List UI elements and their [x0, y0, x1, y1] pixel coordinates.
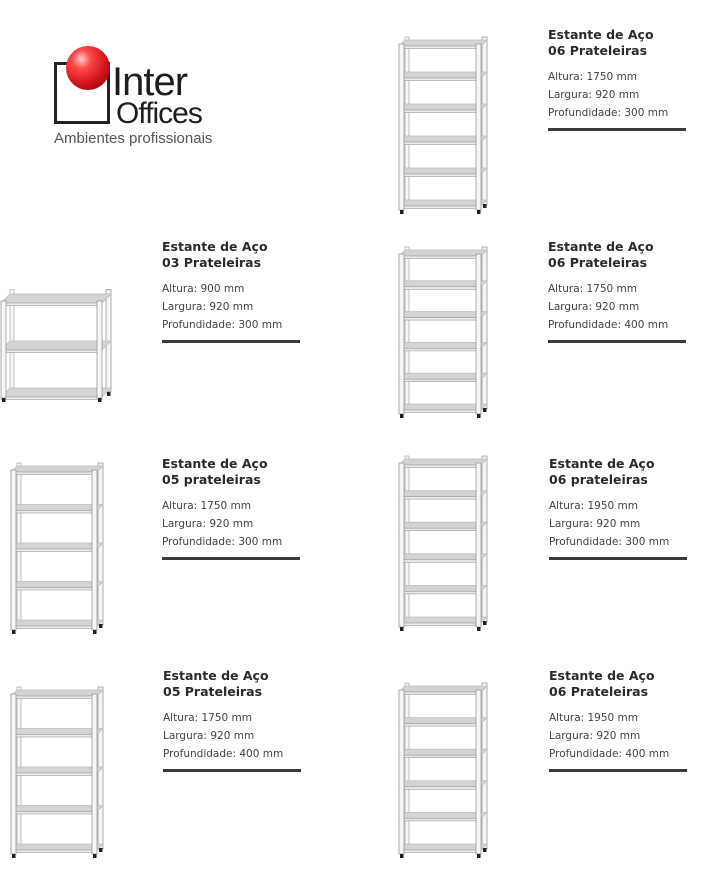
spec-largura: Largura: 920 mm	[162, 301, 254, 313]
shelf-image	[398, 682, 488, 858]
product-title	[162, 239, 302, 271]
shelf-board	[399, 617, 487, 623]
shelf-board-edge	[399, 755, 481, 758]
shelf-board	[399, 200, 487, 206]
divider	[548, 340, 686, 343]
spec-profundidade: Profundidade: 400 mm	[163, 748, 284, 760]
shelf-board-edge	[399, 818, 481, 821]
product-title-line1: Estante de Aço	[163, 668, 269, 683]
shelf-post	[106, 290, 111, 392]
shelf-board-edge	[399, 256, 481, 259]
shelf-board-edge	[11, 549, 97, 552]
shelf-board-edge	[399, 465, 481, 468]
shelf-board-edge	[1, 303, 102, 306]
shelf-foot	[483, 621, 487, 625]
spec-largura: Largura: 920 mm	[548, 301, 640, 313]
shelf-board	[11, 505, 103, 511]
product-title	[548, 239, 688, 271]
shelf-post	[476, 254, 481, 414]
product-title-line2: 03 Prateleiras	[162, 255, 262, 270]
shelf-board	[399, 72, 487, 78]
shelf-post	[405, 37, 409, 203]
shelf-foot	[99, 848, 103, 852]
shelf-post	[399, 44, 404, 210]
shelf-board-edge	[11, 511, 97, 514]
spec-altura: Altura: 1750 mm	[548, 71, 638, 83]
shelf-foot	[107, 392, 111, 396]
shelf-board-edge	[399, 46, 481, 49]
spec-altura: Altura: 1750 mm	[163, 712, 253, 724]
shelf-board-edge	[11, 812, 97, 815]
shelf-board-edge	[399, 787, 481, 790]
shelf-post	[482, 247, 487, 409]
shelf-image	[10, 462, 104, 634]
spec-altura: Altura: 1750 mm	[162, 500, 252, 512]
shelf-foot	[99, 624, 103, 628]
shelf-board	[11, 844, 103, 850]
product-title-line1: Estante de Aço	[549, 668, 655, 683]
shelf-board	[11, 690, 103, 696]
logo-word-offices: Offices	[116, 97, 202, 130]
shelf-board	[11, 543, 103, 549]
shelf-foot	[2, 398, 6, 402]
shelf-board	[399, 459, 487, 465]
shelf-board	[399, 522, 487, 528]
product-title-line2: 06 Prateleiras	[549, 684, 649, 699]
divider	[548, 128, 686, 131]
shelf-foot	[400, 627, 404, 631]
product-title-line1: Estante de Aço	[549, 456, 655, 471]
spec-altura: Altura: 1950 mm	[549, 712, 639, 724]
shelf-foot	[477, 627, 481, 631]
shelf-board	[1, 294, 111, 303]
product-info	[162, 239, 302, 343]
product-title-line2: 06 Prateleiras	[548, 255, 648, 270]
shelf-board-edge	[399, 528, 481, 531]
product-info	[548, 239, 688, 343]
product-title-line2: 05 prateleiras	[162, 472, 261, 487]
shelf-board	[399, 812, 487, 818]
shelf-post	[399, 690, 404, 854]
product-info	[163, 668, 303, 772]
shelf-foot	[483, 848, 487, 852]
shelf-board-edge	[399, 142, 481, 145]
shelf-post	[1, 301, 6, 398]
spec-largura: Largura: 920 mm	[549, 730, 641, 742]
shelf-board-edge	[11, 773, 97, 776]
shelf-foot	[400, 210, 404, 214]
shelf-board	[11, 806, 103, 812]
shelf-board-edge	[399, 348, 481, 351]
shelf-post	[476, 690, 481, 854]
shelf-board	[11, 729, 103, 735]
logo-tagline: Ambientes profissionais	[54, 130, 213, 147]
shelf-post	[97, 301, 102, 398]
shelf-board-edge	[399, 560, 481, 563]
shelf-board	[399, 40, 487, 46]
product-title	[549, 668, 689, 700]
product-title-line1: Estante de Aço	[162, 456, 268, 471]
shelf-post	[399, 463, 404, 627]
product-title-line2: 06 prateleiras	[549, 472, 648, 487]
shelf-post	[92, 470, 97, 630]
shelf-board-edge	[399, 174, 481, 177]
shelf-board	[399, 491, 487, 497]
shelf-board	[399, 844, 487, 850]
product-title	[162, 456, 302, 488]
spec-profundidade: Profundidade: 300 mm	[548, 107, 669, 119]
spec-largura: Largura: 920 mm	[163, 730, 255, 742]
shelf-post	[482, 683, 487, 849]
shelf-board-edge	[1, 397, 102, 400]
spec-profundidade: Profundidade: 400 mm	[549, 748, 670, 760]
divider	[549, 769, 687, 772]
shelf-board-edge	[399, 850, 481, 853]
product-title-line1: Estante de Aço	[548, 27, 654, 42]
divider	[549, 557, 687, 560]
shelf-post	[92, 694, 97, 854]
product-title-line2: 05 Prateleiras	[163, 684, 263, 699]
spec-largura: Largura: 920 mm	[549, 518, 641, 530]
shelf-board	[11, 582, 103, 588]
shelf-board-edge	[399, 591, 481, 594]
shelf-image	[398, 36, 488, 214]
product-info	[548, 27, 688, 131]
shelf-board-edge	[399, 724, 481, 727]
brand-logo	[52, 42, 222, 152]
shelf-board	[399, 373, 487, 379]
shelf-board-edge	[11, 472, 97, 475]
shelf-foot	[400, 414, 404, 418]
shelf-board	[399, 749, 487, 755]
shelf-foot	[477, 210, 481, 214]
shelf-image	[0, 290, 112, 402]
shelf-foot	[98, 398, 102, 402]
shelf-post	[476, 44, 481, 210]
spec-profundidade: Profundidade: 300 mm	[162, 536, 283, 548]
spec-altura: Altura: 1750 mm	[548, 283, 638, 295]
shelf-board-edge	[11, 626, 97, 629]
shelf-post	[405, 683, 409, 847]
shelf-foot	[12, 854, 16, 858]
logo-red-sphere-icon	[66, 46, 110, 90]
shelf-post	[405, 247, 409, 407]
shelf-foot	[400, 854, 404, 858]
shelf-board	[399, 168, 487, 174]
shelf-board-edge	[399, 497, 481, 500]
shelf-foot	[12, 630, 16, 634]
shelf-board	[399, 554, 487, 560]
shelf-board	[399, 136, 487, 142]
shelf-board-edge	[399, 110, 481, 113]
shelf-post	[482, 37, 487, 205]
shelf-foot	[483, 408, 487, 412]
logo-word-inter: Inter	[112, 60, 188, 104]
shelf-board-edge	[399, 206, 481, 209]
shelf-board-edge	[1, 350, 102, 353]
shelf-board	[399, 781, 487, 787]
shelf-board-edge	[11, 735, 97, 738]
shelf-board	[399, 585, 487, 591]
shelf-post	[11, 694, 16, 854]
shelf-board	[399, 686, 487, 692]
shelf-board	[11, 466, 103, 472]
shelf-board	[399, 342, 487, 348]
shelf-board	[1, 341, 111, 350]
shelf-board	[11, 767, 103, 773]
product-title	[548, 27, 688, 59]
spec-largura: Largura: 920 mm	[548, 89, 640, 101]
shelf-board	[399, 250, 487, 256]
shelf-board-edge	[399, 410, 481, 413]
shelf-board-edge	[11, 696, 97, 699]
shelf-post	[399, 254, 404, 414]
shelf-image	[398, 455, 488, 631]
spec-altura: Altura: 900 mm	[162, 283, 245, 295]
shelf-image	[398, 246, 488, 418]
shelf-post	[482, 456, 487, 622]
product-title-line1: Estante de Aço	[548, 239, 654, 254]
shelf-board	[1, 388, 111, 397]
shelf-foot	[477, 414, 481, 418]
shelf-post	[476, 463, 481, 627]
shelf-board	[399, 312, 487, 318]
shelf-post	[405, 456, 409, 620]
shelf-board	[11, 620, 103, 626]
divider	[163, 769, 301, 772]
shelf-foot	[93, 630, 97, 634]
shelf-image	[10, 686, 104, 858]
product-title-line1: Estante de Aço	[162, 239, 268, 254]
divider	[162, 340, 300, 343]
shelf-foot	[483, 204, 487, 208]
shelf-board-edge	[399, 692, 481, 695]
shelf-foot	[477, 854, 481, 858]
product-info	[162, 456, 302, 560]
shelf-board-edge	[399, 78, 481, 81]
shelf-board-edge	[399, 287, 481, 290]
shelf-board-edge	[11, 588, 97, 591]
shelf-board	[399, 404, 487, 410]
shelf-board	[399, 281, 487, 287]
shelf-board-edge	[399, 379, 481, 382]
shelf-board-edge	[11, 850, 97, 853]
spec-altura: Altura: 1950 mm	[549, 500, 639, 512]
spec-largura: Largura: 920 mm	[162, 518, 254, 530]
shelf-foot	[93, 854, 97, 858]
product-title	[163, 668, 303, 700]
shelf-board-edge	[399, 318, 481, 321]
shelf-board	[399, 104, 487, 110]
divider	[162, 557, 300, 560]
shelf-board	[399, 718, 487, 724]
spec-profundidade: Profundidade: 300 mm	[549, 536, 670, 548]
spec-profundidade: Profundidade: 300 mm	[162, 319, 283, 331]
product-info	[549, 456, 689, 560]
product-title	[549, 456, 689, 488]
spec-profundidade: Profundidade: 400 mm	[548, 319, 669, 331]
shelf-board-edge	[399, 623, 481, 626]
product-title-line2: 06 Prateleiras	[548, 43, 648, 58]
shelf-post	[11, 470, 16, 630]
product-info	[549, 668, 689, 772]
